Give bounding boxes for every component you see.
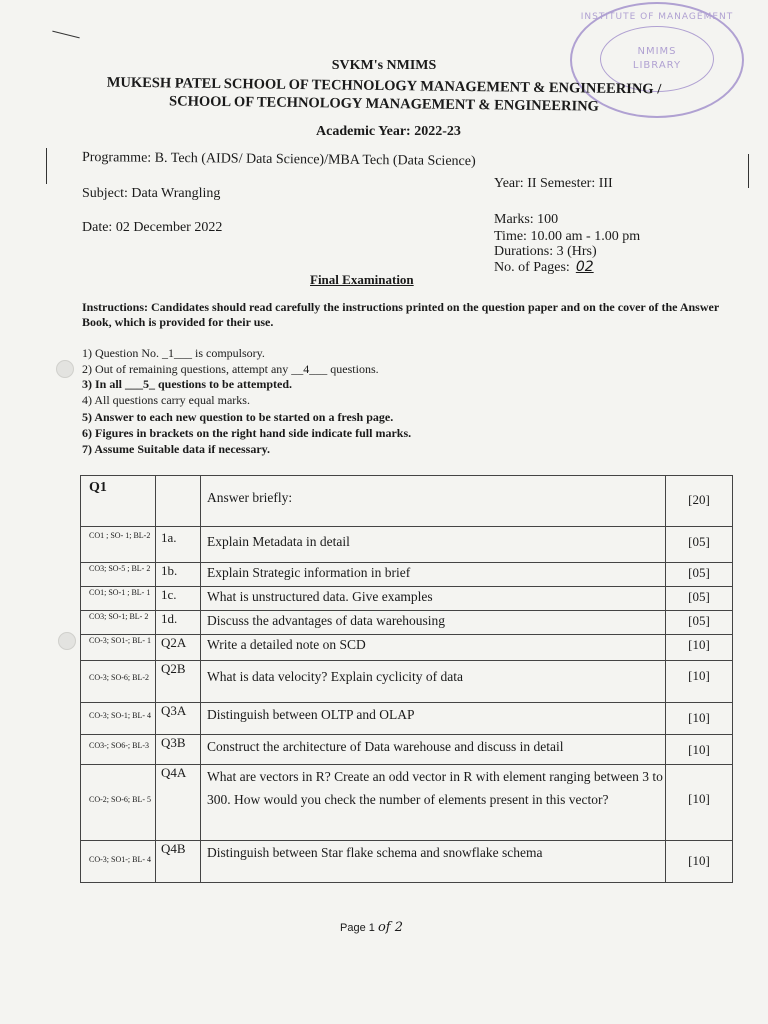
co-cell: CO-3; SO-1; BL- 4 xyxy=(81,703,156,735)
pen-mark xyxy=(52,31,79,39)
qno-cell: Q4A xyxy=(156,765,201,841)
year-semester: Year: II Semester: III xyxy=(494,176,613,191)
co-cell: CO1; SO-1 ; BL- 1 xyxy=(81,587,156,611)
subject: Subject: Data Wrangling xyxy=(82,186,221,201)
instructions: Instructions: Candidates should read carefully the instructions printed on the question paper and on the cover of the Answer Book, which is provided for their use. xyxy=(82,300,719,329)
co-cell: CO3; SO-1; BL- 2 xyxy=(81,611,156,635)
qno-cell: 1a. xyxy=(156,527,201,563)
rule-4: 4) All questions carry equal marks. xyxy=(82,393,250,407)
co-cell: CO3-; SO6-; BL-3 xyxy=(81,735,156,765)
marks-cell: [10] xyxy=(666,735,733,765)
marks-cell: [10] xyxy=(666,765,733,841)
question-cell: Explain Metadata in detail xyxy=(201,527,666,563)
table-row xyxy=(81,841,733,883)
pages-value: 02 xyxy=(575,259,594,275)
co-cell: CO3; SO-5 ; BL- 2 xyxy=(81,563,156,587)
rule-6: 6) Figures in brackets on the right hand side indicate full marks. xyxy=(82,426,412,440)
exam-duration: Durations: 3 (Hrs) xyxy=(494,244,597,259)
qno-cell: Q4B xyxy=(156,841,201,883)
exam-date: Date: 02 December 2022 xyxy=(82,220,223,235)
margin-line-left xyxy=(46,148,47,184)
question-cell: What is data velocity? Explain cyclicity of data xyxy=(201,661,666,703)
table-row xyxy=(81,611,733,635)
rule-3: 3) In all ___5_ questions to be attempted. xyxy=(82,377,293,391)
question-table xyxy=(80,475,733,883)
question-cell: Explain Strategic information in brief xyxy=(201,563,666,587)
question-cell: What is unstructured data. Give examples xyxy=(201,587,666,611)
page-footer xyxy=(340,920,403,935)
total-marks: Marks: 100 xyxy=(494,212,559,227)
question-cell: Discuss the advantages of data warehousing xyxy=(201,611,666,635)
marks-cell: [05] xyxy=(666,611,733,635)
marks-cell: [10] xyxy=(666,703,733,735)
qno-cell xyxy=(156,476,201,527)
stamp-line2: LIBRARY xyxy=(632,60,682,71)
number-of-pages xyxy=(494,259,594,276)
co-cell: CO-3; SO-6; BL-2 xyxy=(81,661,156,703)
stamp-line1: NMIMS xyxy=(637,46,677,57)
qno-cell: Q3B xyxy=(156,735,201,765)
marks-cell: [10] xyxy=(666,661,733,703)
punch-hole-bottom xyxy=(58,632,76,650)
co-cell: CO1 ; SO- 1; BL-2 xyxy=(81,527,156,563)
school-name-line2: SCHOOL OF TECHNOLOGY MANAGEMENT & ENGINEERING xyxy=(169,93,599,115)
pages-label: No. of Pages: xyxy=(494,260,570,275)
school-name-line1: MUKESH PATEL SCHOOL OF TECHNOLOGY MANAGEMENT & ENGINEERING / xyxy=(106,74,662,98)
question-cell: Answer briefly: xyxy=(201,476,666,527)
table-row xyxy=(81,661,733,703)
table-row xyxy=(81,735,733,765)
question-cell: Construct the architecture of Data warehouse and discuss in detail xyxy=(201,735,666,765)
qno-cell: Q3A xyxy=(156,703,201,735)
table-row xyxy=(81,703,733,735)
table-row xyxy=(81,527,733,563)
rule-5: 5) Answer to each new question to be started on a fresh page. xyxy=(82,410,394,424)
question-cell: What are vectors in R? Create an odd vector in R with element ranging between 3 to 300. How would you check the number of elements present in this vector? xyxy=(201,765,666,841)
programme: Programme: B. Tech (AIDS/ Data Science)/MBA Tech (Data Science) xyxy=(81,150,476,170)
marks-cell: [05] xyxy=(666,527,733,563)
exam-time: Time: 10.00 am - 1.00 pm xyxy=(494,229,641,244)
qno-cell: 1b. xyxy=(156,563,201,587)
rule-7: 7) Assume Suitable data if necessary. xyxy=(82,442,271,456)
table-row xyxy=(81,765,733,841)
page-of: of 2 xyxy=(377,920,403,935)
qno-cell: Q2B xyxy=(156,661,201,703)
table-row xyxy=(81,587,733,611)
marks-cell: [10] xyxy=(666,635,733,661)
qno-cell: 1c. xyxy=(156,587,201,611)
rule-2: 2) Out of remaining questions, attempt any __4___ questions. xyxy=(82,362,379,376)
co-cell: CO-2; SO-6; BL- 5 xyxy=(81,765,156,841)
exam-title: Final Examination xyxy=(310,272,414,287)
institute-name: SVKM's NMIMS xyxy=(331,58,437,73)
academic-year: Academic Year: 2022-23 xyxy=(316,124,461,139)
rule-1: 1) Question No. _1___ is compulsory. xyxy=(82,346,265,360)
punch-hole-top xyxy=(56,360,74,378)
question-cell: Write a detailed note on SCD xyxy=(201,635,666,661)
qno-cell: Q2A xyxy=(156,635,201,661)
co-cell: CO-3; SO1-; BL- 1 xyxy=(81,635,156,661)
margin-line-right xyxy=(748,154,749,188)
marks-cell: [20] xyxy=(666,476,733,527)
marks-cell: [05] xyxy=(666,563,733,587)
question-cell: Distinguish between Star flake schema and snowflake schema xyxy=(201,841,666,883)
q1-heading: Q1 xyxy=(89,480,107,495)
stamp-outer-text: INSTITUTE OF MANAGEMENT xyxy=(580,12,734,22)
table-row xyxy=(81,635,733,661)
table-row xyxy=(81,563,733,587)
qno-cell: 1d. xyxy=(156,611,201,635)
marks-cell: [10] xyxy=(666,841,733,883)
page-label: Page 1 xyxy=(340,922,375,934)
marks-cell: [05] xyxy=(666,587,733,611)
co-cell: CO-3; SO1-; BL- 4 xyxy=(81,841,156,883)
question-cell: Distinguish between OLTP and OLAP xyxy=(201,703,666,735)
table-row xyxy=(81,476,733,527)
co-cell xyxy=(81,476,156,527)
